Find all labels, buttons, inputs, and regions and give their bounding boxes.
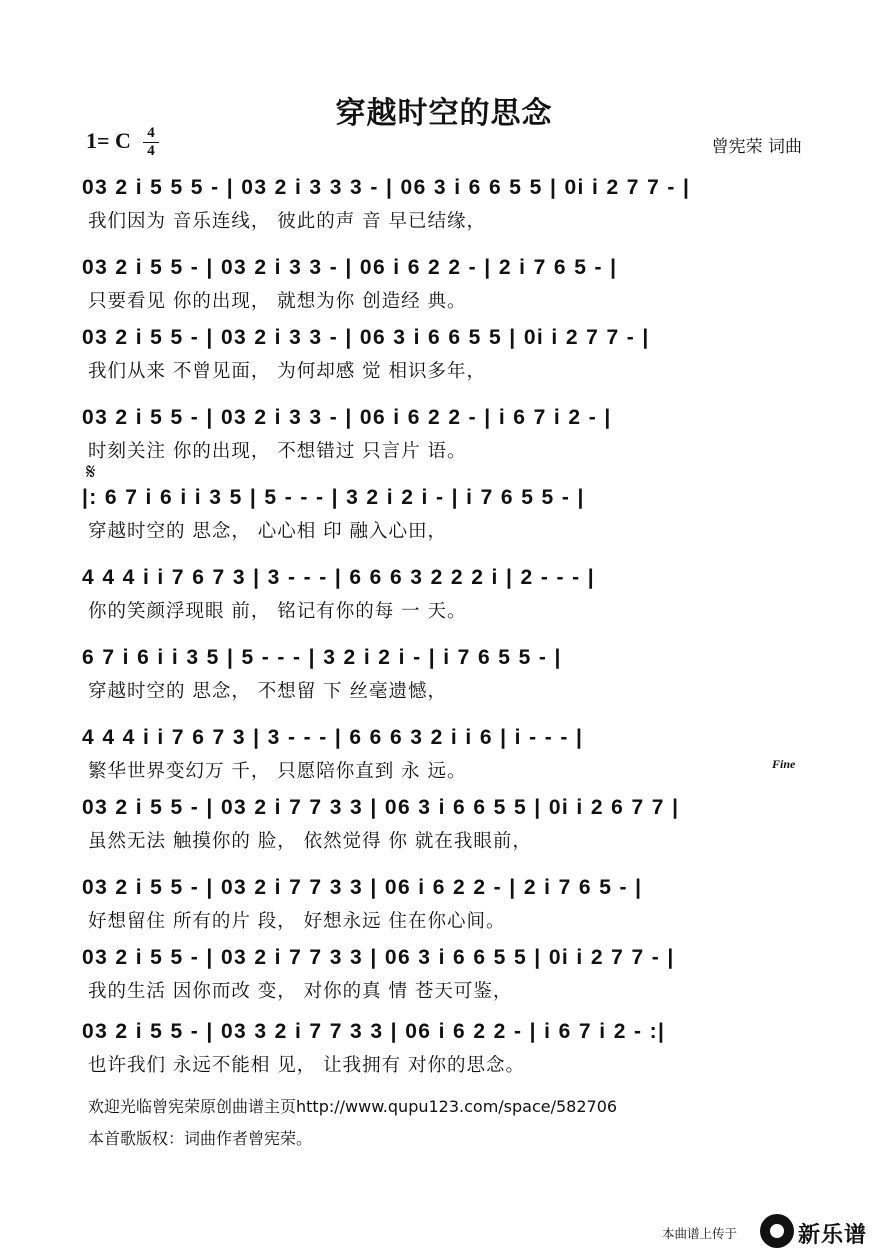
notation-line: 4 4 4 i i 7 6 7 3 | 3 - - - | 6 6 6 3 2 i i 6 | i - - - | — [82, 726, 584, 749]
segno-sign: 𝄋 — [86, 460, 96, 485]
lyric-line: 时刻关注 你的出现， 不想错过 只言片 语。 — [88, 441, 467, 462]
score-system — [82, 1020, 808, 1100]
lyric-line: 也许我们 永远不能相 见， 让我拥有 对你的思念。 — [88, 1055, 526, 1076]
lyric-line: 我们从来 不曾见面， 为何却感 觉 相识多年， — [88, 361, 487, 382]
lyric-line: 我们因为 音乐连线， 彼此的声 音 早已结缘， — [88, 211, 487, 232]
notation-line: 03 2 i 5 5 - | 03 2 i 7 7 3 3 | 06 3 i 6 6 5 5 | 0i i 2 7 7 - | — [82, 946, 675, 969]
score-system — [82, 406, 808, 486]
score-system — [82, 876, 808, 956]
notation-line: 03 2 i 5 5 - | 03 2 i 3 3 - | 06 i 6 2 2 - | 2 i 7 6 5 - | — [82, 256, 618, 279]
lyric-line: 只要看见 你的出现， 就想为你 创造经 典。 — [88, 291, 467, 312]
score-system — [82, 726, 808, 806]
fine-marking: Fine — [772, 757, 796, 771]
lyric-line: 虽然无法 触摸你的 脸， 依然觉得 你 就在我眼前， — [88, 831, 532, 852]
key-signature: 1= C — [86, 128, 131, 153]
lyric-line: 穿越时空的 思念， 不想留 下 丝毫遗憾， — [88, 681, 448, 702]
notation-line: |: 6 7 i 6 i i 3 5 | 5 - - - | 3 2 i 2 i - | i 7 6 5 5 - | — [82, 486, 585, 509]
score-system — [82, 326, 808, 406]
score-system — [82, 946, 808, 1026]
time-signature — [143, 126, 159, 159]
time-signature-bottom: 4 — [147, 143, 155, 159]
score-system — [82, 256, 808, 336]
brand-logo-text[interactable]: 新乐谱 — [798, 1223, 868, 1248]
notation-line: 03 2 i 5 5 5 - | 03 2 i 3 3 3 - | 06 3 i 6 6 5 5 | 0i i 2 7 7 - | — [82, 176, 691, 199]
lyric-line: 穿越时空的 思念， 心心相 印 融入心田， — [88, 521, 448, 542]
vinyl-record-icon — [760, 1214, 794, 1248]
lyric-line: 你的笑颜浮现眼 前， 铭记有你的每 一 天。 — [88, 601, 467, 622]
notation-line: 03 2 i 5 5 - | 03 2 i 7 7 3 3 | 06 3 i 6 6 5 5 | 0i i 2 6 7 7 | — [82, 796, 680, 819]
score-system — [82, 486, 808, 566]
notation-line: 03 2 i 5 5 - | 03 2 i 7 7 3 3 | 06 i 6 2 2 - | 2 i 7 6 5 - | — [82, 876, 643, 899]
notation-line: 6 7 i 6 i i 3 5 | 5 - - - | 3 2 i 2 i - | i 7 6 5 5 - | — [82, 646, 562, 669]
score-system — [82, 176, 808, 256]
upload-text: 本曲谱上传于 — [662, 1226, 738, 1241]
composer-credit: 曾宪荣 词曲 — [711, 137, 802, 157]
notation-line: 4 4 4 i i 7 6 7 3 | 3 - - - | 6 6 6 3 2 2 2 i | 2 - - - | — [82, 566, 595, 589]
score-system — [82, 796, 808, 876]
notation-line: 03 2 i 5 5 - | 03 3 2 i 7 7 3 3 | 06 i 6 2 2 - | i 6 7 i 2 - :| — [82, 1020, 666, 1043]
time-signature-top: 4 — [147, 125, 155, 141]
page-title: 穿越时空的思念 — [335, 96, 553, 131]
copyright-text: 本首歌版权：词曲作者曾宪荣。 — [88, 1129, 313, 1148]
lyric-line: 繁华世界变幻万 千， 只愿陪你直到 永 远。 — [88, 761, 467, 782]
notation-line: 03 2 i 5 5 - | 03 2 i 3 3 - | 06 i 6 2 2 - | i 6 7 i 2 - | — [82, 406, 612, 429]
lyric-line: 我的生活 因你而改 变， 对你的真 情 苍天可鉴， — [88, 981, 513, 1002]
notation-line: 03 2 i 5 5 - | 03 2 i 3 3 - | 06 3 i 6 6 5 5 | 0i i 2 7 7 - | — [82, 326, 650, 349]
lyric-line: 好想留住 所有的片 段， 好想永远 住在你心间。 — [88, 911, 506, 932]
score-system — [82, 566, 808, 646]
homepage-link-text[interactable]: 欢迎光临曾宪荣原创曲谱主页http://www.qupu123.com/space/582706 — [88, 1097, 618, 1116]
score-system — [82, 646, 808, 726]
